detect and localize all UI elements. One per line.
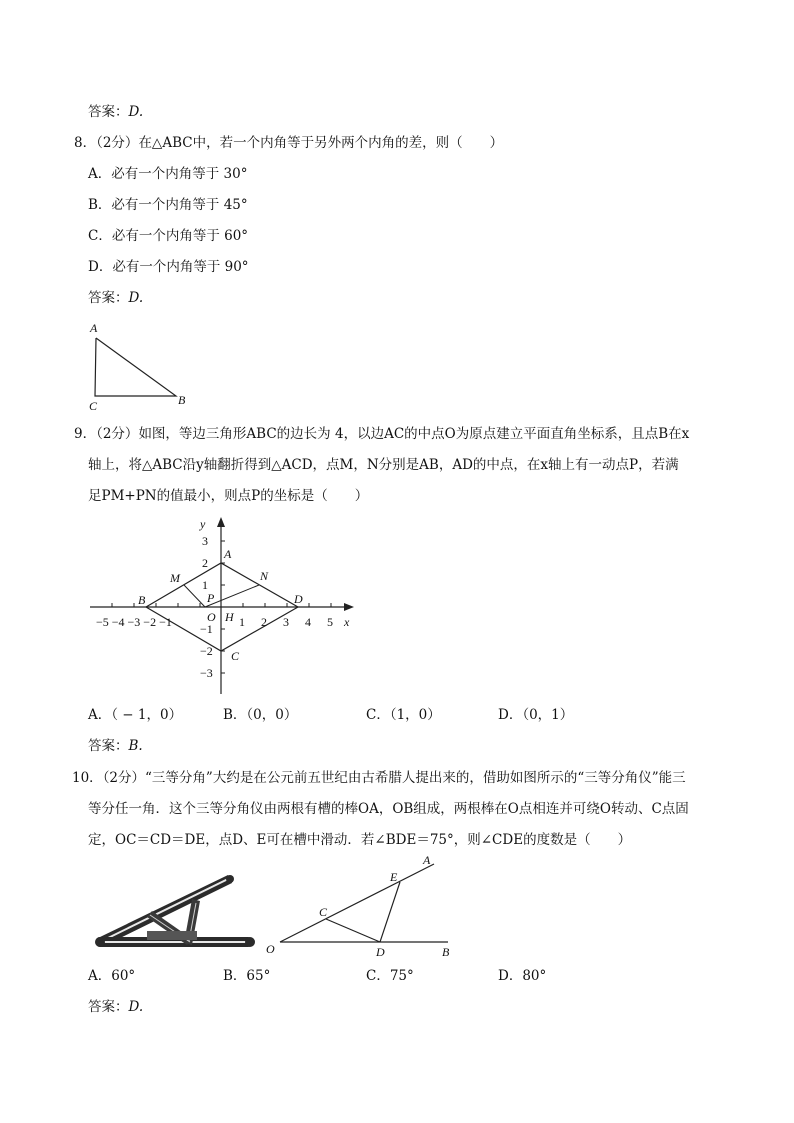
q9-option-b: B．（0，0）	[223, 707, 298, 723]
q8-triangle-figure	[80, 318, 200, 413]
triangle-abc	[95, 338, 176, 396]
q10-geometry-figure	[262, 852, 462, 962]
question-10-line1: 10．（2分）“三等分角”大约是在公元前五世纪由古希腊人提出来的，借助如图所示的“三等分角仪”能三	[72, 770, 686, 786]
label-c: C	[231, 649, 240, 663]
label-b: B	[442, 945, 450, 959]
answer-8: 答案：D.	[88, 290, 144, 306]
q10-option-b: B．65°	[223, 968, 271, 984]
q10-option-a: A．60°	[88, 968, 136, 984]
x-tick-1: 1	[239, 615, 245, 629]
x-ticks-negative: −5 −4 −3 −2 −1	[96, 615, 172, 629]
q10-trisector-photo	[92, 865, 262, 955]
q10-option-d: D．80°	[498, 968, 547, 984]
label-y-axis: y	[200, 517, 206, 531]
q10-option-c: C．75°	[366, 968, 414, 984]
ray-oa	[280, 864, 434, 942]
q8-option-d: D．必有一个内角等于 90°	[88, 259, 249, 275]
label-d: D	[376, 945, 385, 959]
label-n: N	[260, 569, 269, 583]
y-tick-neg1: −1	[200, 622, 213, 636]
label-b: B	[178, 393, 186, 407]
label-o: O	[207, 610, 216, 624]
label-h: H	[225, 610, 234, 624]
label-a: A	[423, 853, 431, 867]
q9-option-d: D．（0，1）	[498, 707, 574, 723]
question-10-line3: 定，OC＝CD＝DE，点D、E可在槽中滑动．若∠BDE＝75°，则∠CDE的度数是（ ）	[88, 832, 632, 848]
question-8-stem: 8．（2分）在△ABC中，若一个内角等于另外两个内角的差，则（ ）	[74, 135, 504, 151]
label-o: O	[266, 942, 275, 956]
segment-cd	[326, 919, 380, 942]
label-a: A	[90, 321, 98, 335]
q10-options	[0, 966, 794, 986]
trisector-device	[95, 875, 255, 947]
y-tick-2: 2	[202, 556, 208, 570]
answer-9: 答案：B.	[88, 738, 143, 754]
q9-options	[0, 705, 794, 725]
x-tick-3: 3	[283, 615, 289, 629]
label-c: C	[89, 399, 98, 413]
label-m: M	[170, 571, 180, 585]
y-tick-neg2: −2	[200, 644, 213, 658]
q8-option-b: B．必有一个内角等于 45°	[88, 197, 248, 213]
answer-7: 答案：D.	[88, 104, 144, 120]
y-tick-neg3: −3	[200, 666, 213, 680]
label-p: P	[207, 591, 215, 605]
q9-coordinate-figure	[88, 516, 368, 696]
question-9-line1: 9．（2分）如图，等边三角形ABC的边长为 4，以边AC的中点O为原点建立平面直角坐标系，且点B在x	[74, 426, 690, 442]
answer-10: 答案：D.	[88, 999, 144, 1015]
label-x-axis: x	[344, 615, 350, 629]
y-axis-arrow	[217, 517, 225, 527]
y-tick-1: 1	[202, 578, 208, 592]
y-tick-3: 3	[202, 534, 208, 548]
q9-option-a: A．（ − 1，0）	[88, 707, 183, 723]
q8-option-a: A．必有一个内角等于 30°	[88, 166, 248, 182]
q9-option-c: C．（1，0）	[366, 707, 441, 723]
label-d: D	[294, 592, 303, 606]
x-tick-2: 2	[261, 615, 267, 629]
label-b: B	[138, 593, 146, 607]
question-9-line2: 轴上，将△ABC沿y轴翻折得到△ACD，点M，N分别是AB，AD的中点，在x轴上有一动点P，若满	[88, 457, 679, 473]
label-c: C	[319, 905, 328, 919]
question-10-line2: 等分任一角．这个三等分角仪由两根有槽的棒OA，OB组成，两根棒在O点相连并可绕O转动、C点固	[88, 801, 689, 817]
question-9-line3: 足PM+PN的值最小，则点P的坐标是（ ）	[88, 488, 369, 504]
x-tick-4: 4	[305, 615, 311, 629]
x-tick-5: 5	[327, 615, 333, 629]
label-a: A	[224, 547, 232, 561]
x-axis-arrow	[344, 603, 354, 611]
label-e: E	[390, 870, 398, 884]
segment-de	[380, 882, 400, 942]
q8-option-c: C．必有一个内角等于 60°	[88, 228, 249, 244]
